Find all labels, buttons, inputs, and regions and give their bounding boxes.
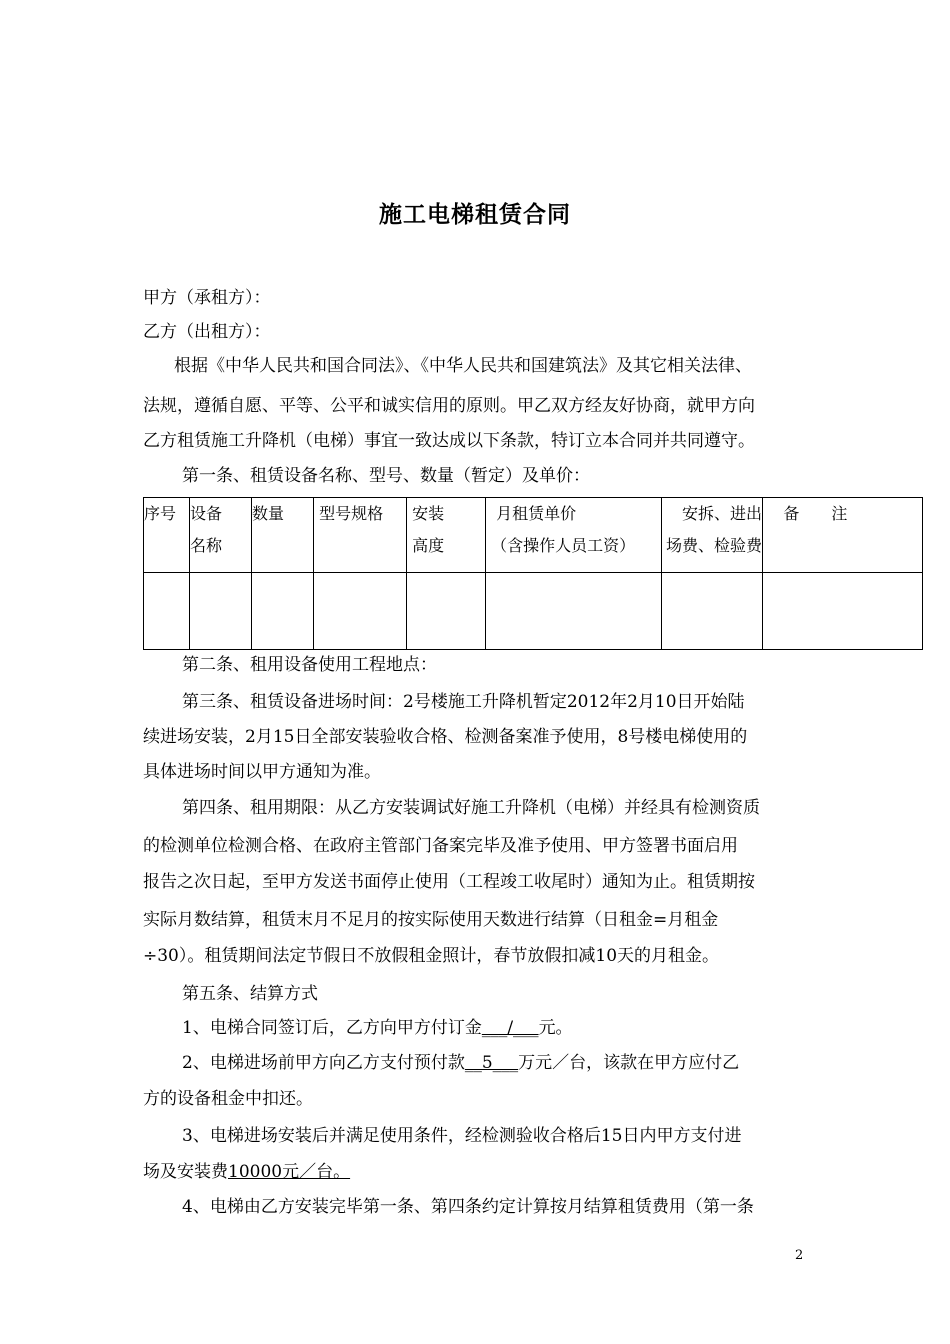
- article-4-line-5: ÷30）。租赁期间法定节假日不放假租金照计，春节放假扣减10天的月租金。: [143, 946, 720, 966]
- table-row: [144, 573, 923, 650]
- payment-item-4: 4、电梯由乙方安装完毕第一条、第四条约定计算按月结算租赁费用（第一条: [182, 1197, 754, 1217]
- header-cell: 安拆、进出 场费、检验费: [662, 498, 763, 573]
- party-b-label: 乙方（出租方）：: [143, 322, 271, 342]
- payment-item-2: 2、电梯进场前甲方向乙方支付预付款__5___万元／台，该款在甲方应付乙: [182, 1053, 740, 1073]
- intro-line-3: 乙方租赁施工升降机（电梯）事宜一致达成以下条款，特订立本合同并共同遵守。: [143, 431, 755, 451]
- header-cell: 设备 名称: [190, 498, 252, 573]
- payment-item-1: 1、电梯合同签订后，乙方向甲方付订金___/___元。: [182, 1018, 573, 1038]
- article-3-line-3: 具体进场时间以甲方通知为准。: [143, 762, 381, 782]
- table-cell: [252, 573, 314, 650]
- header-cell: 序号: [144, 498, 190, 573]
- table-cell: [314, 573, 407, 650]
- payment-item-2-cont: 方的设备租金中扣还。: [143, 1089, 313, 1109]
- header-cell: 数量: [252, 498, 314, 573]
- install-fee: 10000元／台。: [228, 1162, 351, 1182]
- deposit-blank: ___/___: [481, 1018, 539, 1038]
- payment-item-3: 3、电梯进场安装后并满足使用条件，经检测验收合格后15日内甲方支付进: [182, 1126, 742, 1146]
- table-cell: [190, 573, 252, 650]
- article-2: 第二条、租用设备使用工程地点：: [182, 655, 437, 675]
- equipment-table: [143, 497, 923, 650]
- table-header-row: [144, 498, 923, 573]
- table-cell: [763, 573, 923, 650]
- article-3-line-2: 续进场安装，2月15日全部安装验收合格、检测备案准予使用，8号楼电梯使用的: [143, 727, 748, 747]
- article-4-line-2: 的检测单位检测合格、在政府主管部门备案完毕及准予使用、甲方签署书面启用: [143, 836, 738, 856]
- article-4-line-4: 实际月数结算，租赁末月不足月的按实际使用天数进行结算（日租金=月租金: [143, 910, 719, 930]
- document-title: 施工电梯租赁合同: [379, 201, 571, 228]
- table-cell: [486, 573, 662, 650]
- party-a-label: 甲方（承租方）：: [143, 288, 271, 308]
- table-cell: [662, 573, 763, 650]
- article-4-line-3: 报告之次日起，至甲方发送书面停止使用（工程竣工收尾时）通知为止。租赁期按: [143, 872, 755, 892]
- article-3-line-1: 第三条、租赁设备进场时间：2号楼施工升降机暂定2012年2月10日开始陆: [182, 692, 745, 712]
- article-5: 第五条、结算方式: [182, 984, 318, 1004]
- header-cell: 备 注: [763, 498, 923, 573]
- page-number: 2: [795, 1248, 804, 1263]
- article-4-line-1: 第四条、租用期限：从乙方安装调试好施工升降机（电梯）并经具有检测资质: [182, 798, 760, 818]
- intro-line-1: 根据《中华人民共和国合同法》、《中华人民共和国建筑法》及其它相关法律、: [174, 356, 752, 376]
- prepayment-amount: __5___: [464, 1053, 519, 1073]
- intro-line-2: 法规，遵循自愿、平等、公平和诚实信用的原则。甲乙双方经友好协商，就甲方向: [143, 396, 755, 416]
- header-cell: 型号规格: [314, 498, 407, 573]
- header-cell: 安装 高度: [407, 498, 486, 573]
- payment-item-3-cont: 场及安装费10000元／台。: [143, 1162, 351, 1182]
- table-cell: [407, 573, 486, 650]
- article-1: 第一条、租赁设备名称、型号、数量（暂定）及单价：: [182, 466, 590, 486]
- header-cell: 月租赁单价 （含操作人员工资）: [486, 498, 662, 573]
- table-cell: [144, 573, 190, 650]
